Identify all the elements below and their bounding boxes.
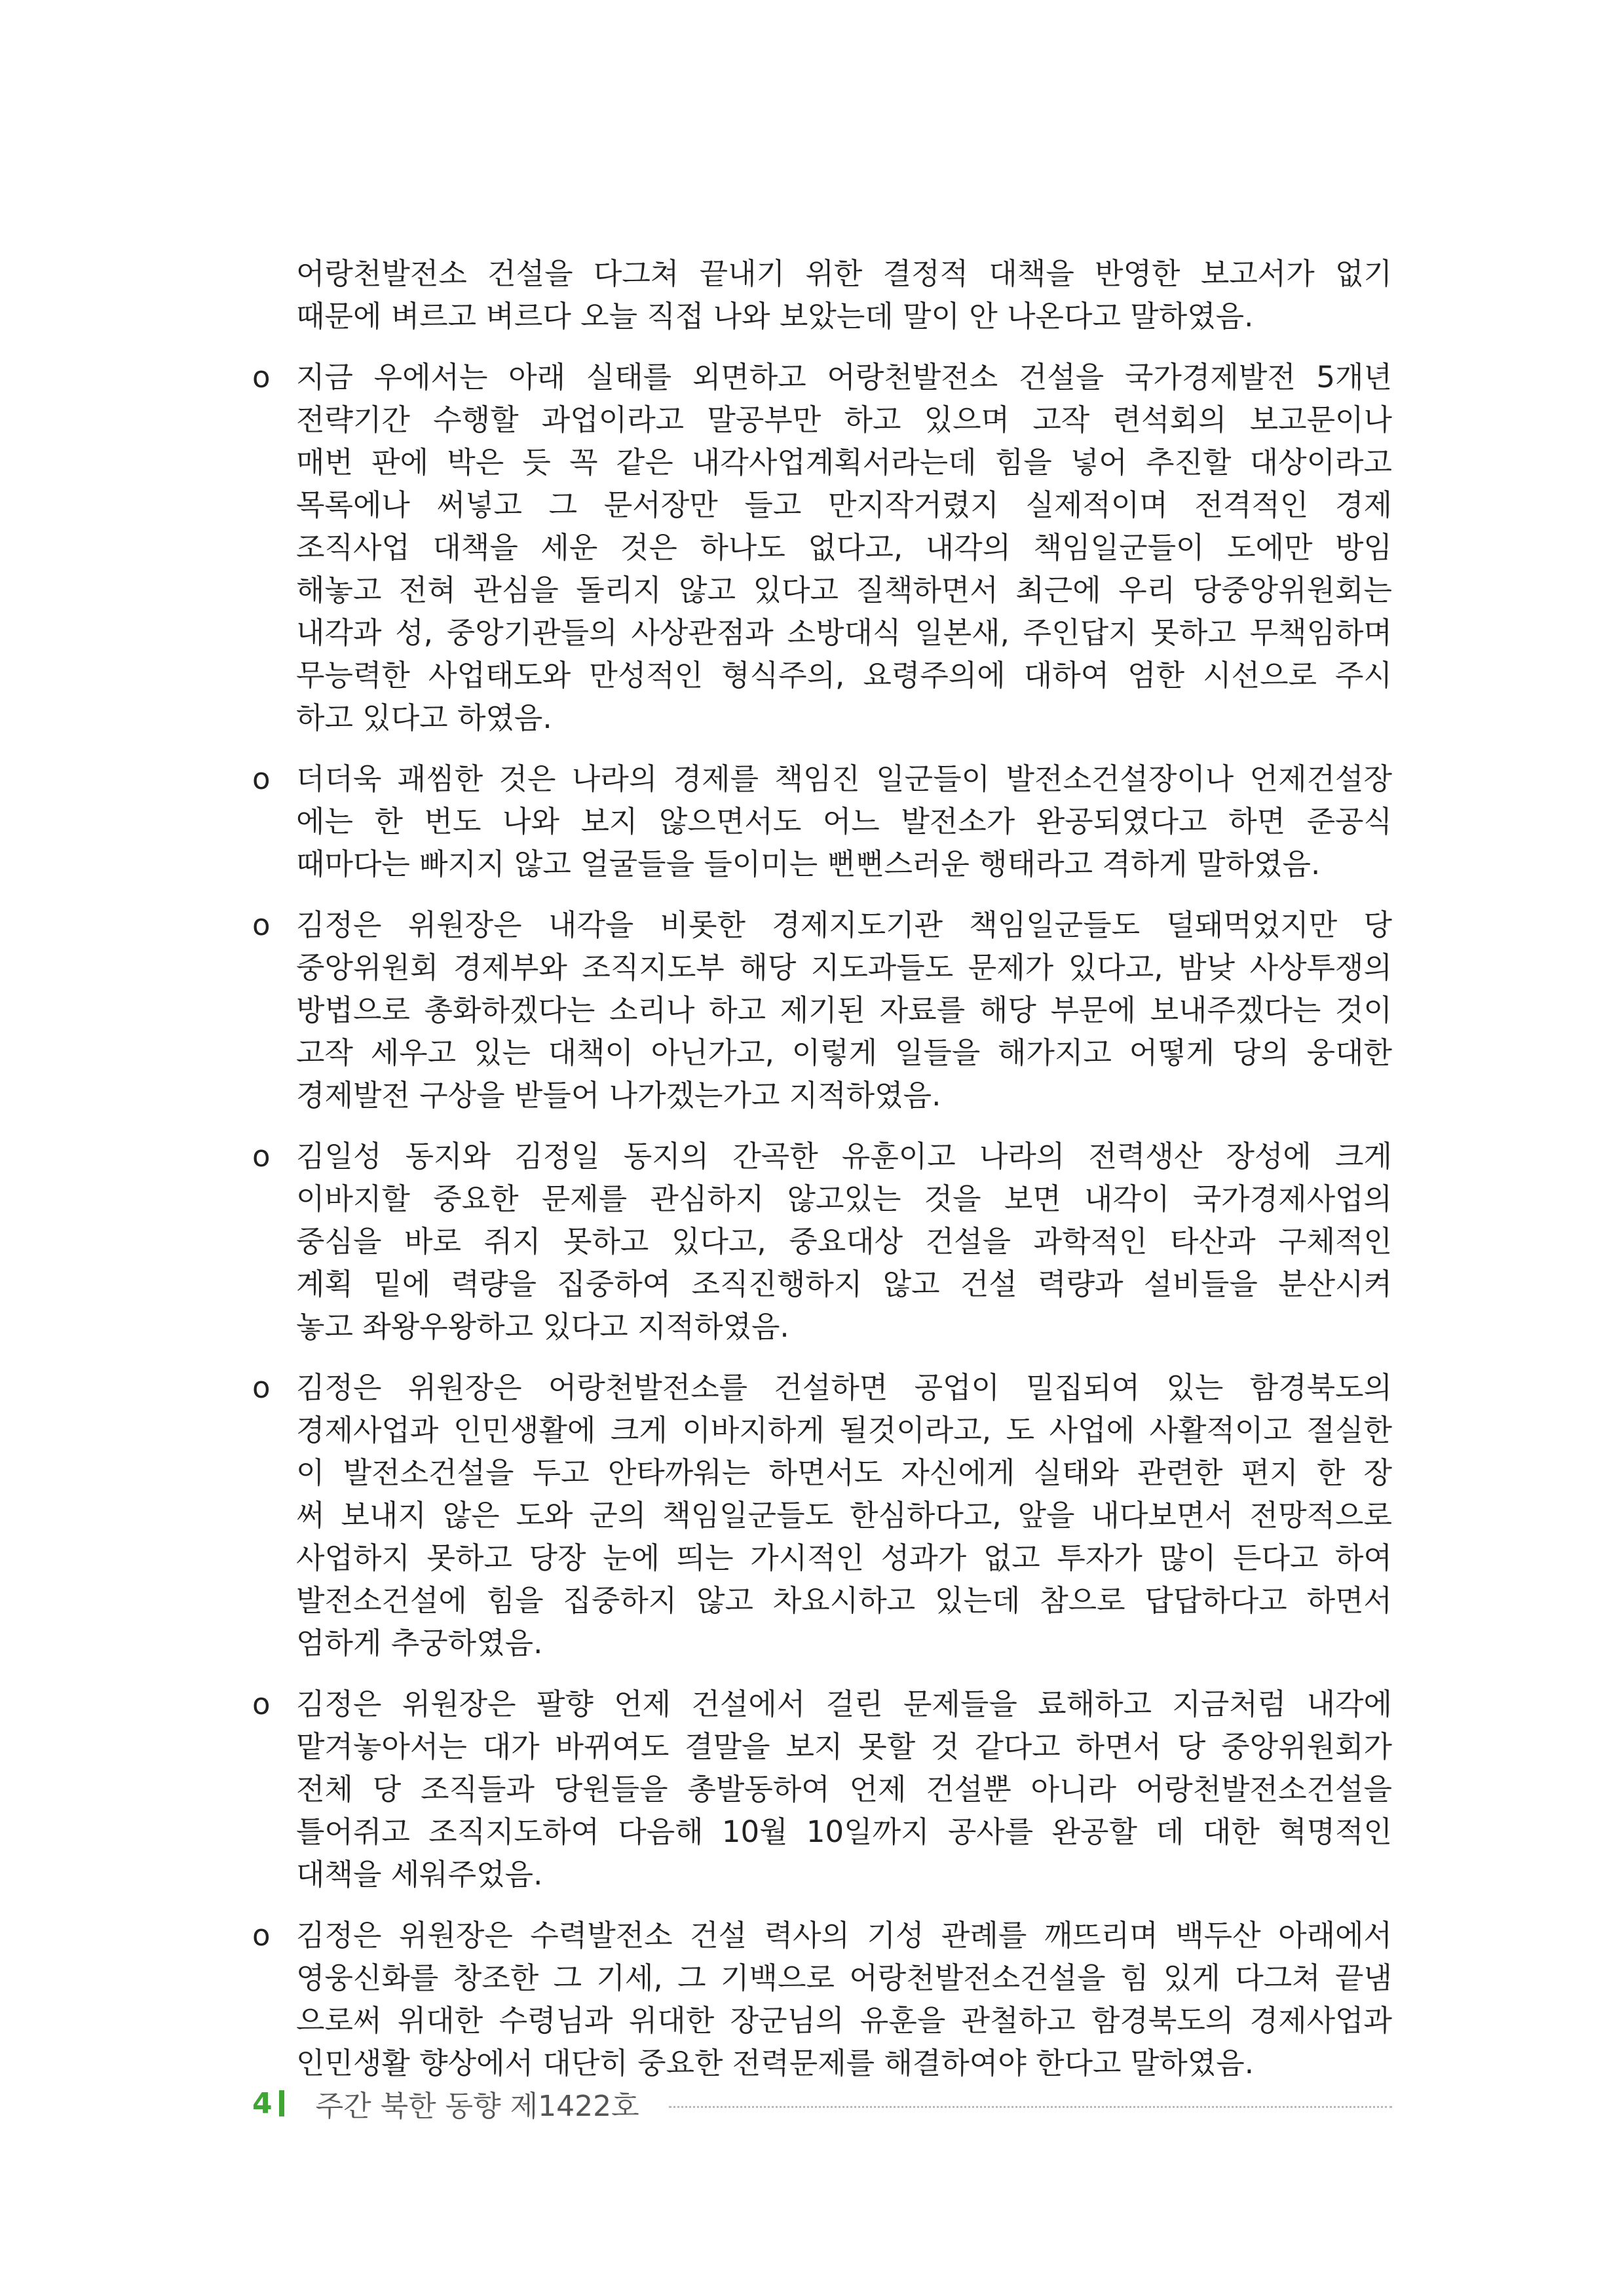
bullet-item bbox=[252, 757, 1392, 885]
bullet-text bbox=[296, 757, 1392, 885]
text-line: 사업하지 못하고 당장 눈에 띄는 가시적인 성과가 없고 투자가 많이 든다고 하여 bbox=[296, 1540, 1392, 1575]
bullet-marker: o bbox=[252, 1370, 271, 1405]
bullet-item bbox=[252, 1366, 1392, 1664]
text-line: 전략기간 수행할 과업이라고 말공부만 하고 있으며 고작 련석회의 보고문이나 bbox=[296, 402, 1392, 437]
bullet-marker: o bbox=[252, 1687, 271, 1721]
text-line: 김정은 위원장은 팔향 언제 건설에서 걸린 문제들을 료해하고 지금처럼 내각에 bbox=[296, 1687, 1392, 1721]
text-line: 경제사업과 인민생활에 크게 이바지하게 될것이라고, 도 사업에 사활적이고 절실한 bbox=[296, 1413, 1392, 1447]
bullet-item bbox=[252, 1914, 1392, 2084]
text-line: 방법으로 총화하겠다는 소리나 하고 제기된 자료를 해당 부문에 보내주겠다는 것이 bbox=[296, 993, 1392, 1027]
bullet-text bbox=[296, 1135, 1392, 1348]
bullet-item bbox=[252, 904, 1392, 1117]
publication-title: 주간 북한 동향 제1422호 bbox=[315, 2090, 639, 2123]
text-line: 김일성 동지와 김정일 동지의 간곡한 유훈이고 나라의 전력생산 장성에 크게 bbox=[296, 1139, 1392, 1174]
text-line: 써 보내지 않은 도와 군의 책임일군들도 한심하다고, 앞을 내다보면서 전망적으로 bbox=[296, 1498, 1392, 1533]
bullet-marker: o bbox=[252, 1139, 271, 1174]
continued-paragraph bbox=[252, 252, 1392, 337]
bullet-item bbox=[252, 1683, 1392, 1896]
text-line: 때문에 벼르고 벼르다 오늘 직접 나와 보았는데 말이 안 나온다고 말하였음. bbox=[296, 299, 1254, 334]
bullet-text bbox=[296, 1683, 1392, 1896]
text-line: 영웅신화를 창조한 그 기세, 그 기백으로 어랑천발전소건설을 힘 있게 다그쳐 끝냄 bbox=[296, 1961, 1392, 1995]
text-line: 이바지할 중요한 문제를 관심하지 않고있는 것을 보면 내각이 국가경제사업의 bbox=[296, 1181, 1392, 1216]
page-number: 4 bbox=[252, 2086, 273, 2120]
text-line: 발전소건설에 힘을 집중하지 않고 차요시하고 있는데 참으로 답답하다고 하면서 bbox=[296, 1583, 1392, 1618]
text-line: 전체 당 조직들과 당원들을 총발동하여 언제 건설뿐 아니라 어랑천발전소건설을 bbox=[296, 1772, 1392, 1807]
text-line: 으로써 위대한 수령님과 위대한 장군님의 유훈을 관철하고 함경북도의 경제사업과 bbox=[296, 2003, 1392, 2038]
page-number-bar bbox=[279, 2090, 284, 2116]
text-line: 어랑천발전소 건설을 다그쳐 끝내기 위한 결정적 대책을 반영한 보고서가 없기 bbox=[296, 256, 1392, 291]
footer-dotted-rule bbox=[669, 2106, 1392, 2108]
text-line: 김정은 위원장은 수력발전소 건설 력사의 기성 관례를 깨뜨리며 백두산 아래에서 bbox=[296, 1918, 1392, 1953]
text-line: 목록에나 써넣고 그 문서장만 들고 만지작거렸지 실제적이며 전격적인 경제 bbox=[296, 488, 1392, 522]
bullet-item bbox=[252, 356, 1392, 739]
bullet-marker: o bbox=[252, 360, 271, 394]
text-line: 내각과 성, 중앙기관들의 사상관점과 소방대식 일본새, 주인답지 못하고 무책임하며 bbox=[296, 615, 1392, 650]
bullet-text bbox=[296, 356, 1392, 739]
text-line: 놓고 좌왕우왕하고 있다고 지적하였음. bbox=[296, 1309, 789, 1344]
bullet-text bbox=[296, 904, 1392, 1117]
text-line: 경제발전 구상을 받들어 나가겠는가고 지적하였음. bbox=[296, 1078, 941, 1113]
text-line: 더더욱 괘씸한 것은 나라의 경제를 책임진 일군들이 발전소건설장이나 언제건설장 bbox=[296, 761, 1392, 796]
text-line: 중앙위원회 경제부와 조직지도부 해당 지도과들도 문제가 있다고, 밤낮 사상투쟁의 bbox=[296, 950, 1392, 985]
text-line: 김정은 위원장은 내각을 비롯한 경제지도기관 책임일군들도 덜돼먹었지만 당 bbox=[296, 908, 1392, 942]
text-line: 무능력한 사업태도와 만성적인 형식주의, 요령주의에 대하여 엄한 시선으로 주시 bbox=[296, 658, 1392, 693]
text-line: 엄하게 추궁하였음. bbox=[296, 1626, 543, 1660]
bullet-marker: o bbox=[252, 1918, 271, 1953]
text-line: 조직사업 대책을 세운 것은 하나도 없다고, 내각의 책임일군들이 도에만 방임 bbox=[296, 530, 1392, 565]
bullet-marker: o bbox=[252, 761, 271, 796]
text-line: 에는 한 번도 나와 보지 않으면서도 어느 발전소가 완공되였다고 하면 준공식 bbox=[296, 804, 1392, 839]
text-line: 때마다는 빠지지 않고 얼굴들을 들이미는 뻔뻔스러운 행태라고 격하게 말하였음. bbox=[296, 847, 1321, 881]
bullet-text bbox=[296, 1366, 1392, 1664]
text-line: 지금 우에서는 아래 실태를 외면하고 어랑천발전소 건설을 국가경제발전 5개년 bbox=[296, 360, 1392, 394]
bullet-item bbox=[252, 1135, 1392, 1348]
text-line: 고작 세우고 있는 대책이 아닌가고, 이렇게 일들을 해가지고 어떻게 당의 웅대한 bbox=[296, 1035, 1392, 1070]
text-line: 계획 밑에 력량을 집중하여 조직진행하지 않고 건설 력량과 설비들을 분산시켜 bbox=[296, 1267, 1392, 1301]
text-line: 중심을 바로 쥐지 못하고 있다고, 중요대상 건설을 과학적인 타산과 구체적인 bbox=[296, 1224, 1392, 1259]
document-body bbox=[252, 252, 1392, 2103]
text-line: 대책을 세워주었음. bbox=[296, 1857, 543, 1892]
text-line: 맡겨놓아서는 대가 바뀌여도 결말을 보지 못할 것 같다고 하면서 당 중앙위원회가 bbox=[296, 1729, 1392, 1764]
text-line: 김정은 위원장은 어랑천발전소를 건설하면 공업이 밀집되여 있는 함경북도의 bbox=[296, 1370, 1392, 1405]
bullet-text bbox=[296, 1914, 1392, 2084]
text-line: 이 발전소건설을 두고 안타까워는 하면서도 자신에게 실태와 관련한 편지 한 장 bbox=[296, 1455, 1392, 1490]
text-line: 해놓고 전혀 관심을 돌리지 않고 있다고 질책하면서 최근에 우리 당중앙위원회는 bbox=[296, 573, 1392, 607]
text-line: 인민생활 향상에서 대단히 중요한 전력문제를 해결하여야 한다고 말하였음. bbox=[296, 2046, 1255, 2080]
text-line: 매번 판에 박은 듯 꼭 같은 내각사업계획서라는데 힘을 넣어 추진할 대상이라고 bbox=[296, 445, 1392, 480]
text-line: 하고 있다고 하였음. bbox=[296, 700, 552, 735]
bullet-marker: o bbox=[252, 908, 271, 942]
page-footer bbox=[252, 2080, 1392, 2126]
text-line: 틀어쥐고 조직지도하여 다음해 10월 10일까지 공사를 완공할 데 대한 혁명적인 bbox=[296, 1814, 1392, 1849]
